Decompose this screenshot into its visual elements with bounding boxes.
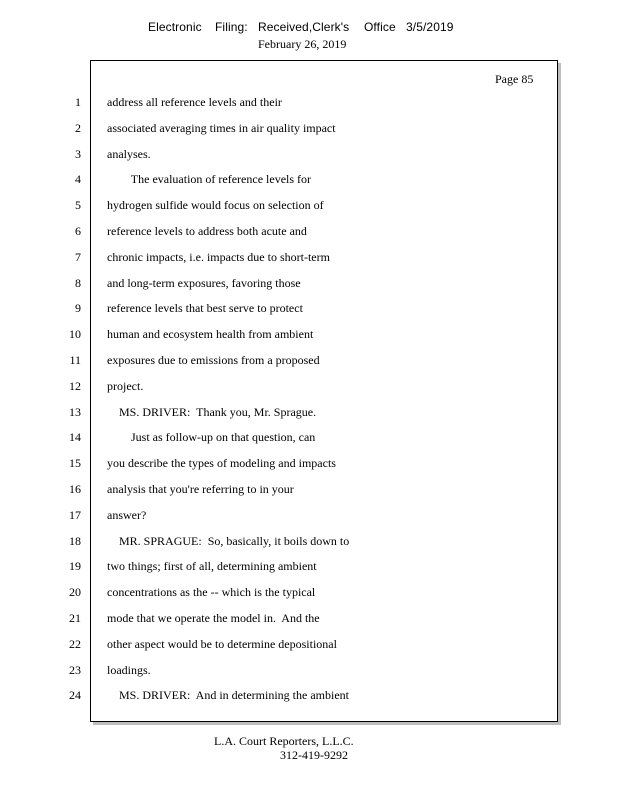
stamp-word-date: 3/5/2019 [406, 20, 454, 34]
line-text: hydrogen sulfide would focus on selection of [107, 198, 324, 212]
line-number: 24 [69, 688, 81, 702]
line-number: 7 [75, 250, 81, 264]
line-number: 23 [69, 663, 81, 677]
line-text: human and ecosystem health from ambient [107, 327, 314, 341]
line-number: 6 [75, 224, 81, 238]
line-text: concentrations as the -- which is the typical [107, 585, 316, 599]
line-text: MS. DRIVER: And in determining the ambient [107, 688, 349, 702]
line-number: 22 [69, 637, 81, 651]
line-number: 9 [75, 301, 81, 315]
line-number: 3 [75, 147, 81, 161]
line-text: loadings. [107, 663, 151, 677]
line-text: two things; first of all, determining ambient [107, 559, 317, 573]
line-text: The evaluation of reference levels for [107, 172, 312, 186]
line-text: address all reference levels and their [107, 95, 282, 109]
line-number: 1 [75, 95, 81, 109]
line-number: 15 [69, 456, 81, 470]
stamp-word-filing: Filing: [215, 20, 248, 34]
filing-date: February 26, 2019 [258, 37, 347, 51]
line-number: 10 [69, 327, 81, 341]
line-text: associated averaging times in air quality impact [107, 121, 336, 135]
line-text: MR. SPRAGUE: So, basically, it boils down to [107, 534, 350, 548]
line-text: other aspect would be to determine depositional [107, 637, 337, 651]
reporter-company: L.A. Court Reporters, L.L.C. [214, 734, 354, 748]
line-text: MS. DRIVER: Thank you, Mr. Sprague. [107, 405, 317, 419]
line-text: reference levels to address both acute and [107, 224, 307, 238]
line-number: 19 [69, 559, 81, 573]
line-number: 8 [75, 276, 81, 290]
line-text: exposures due to emissions from a proposed [107, 353, 320, 367]
line-text: Just as follow-up on that question, can [107, 430, 316, 444]
line-number: 16 [69, 482, 81, 496]
line-number: 14 [69, 430, 81, 444]
reporter-phone: 312-419-9292 [280, 748, 348, 762]
line-text: mode that we operate the model in. And the [107, 611, 320, 625]
line-text: and long-term exposures, favoring those [107, 276, 301, 290]
line-text: analysis that you're referring to in your [107, 482, 294, 496]
line-number: 13 [69, 405, 81, 419]
stamp-word-received: Received,Clerk's [258, 20, 350, 34]
line-number: 20 [69, 585, 81, 599]
line-text: chronic impacts, i.e. impacts due to short-term [107, 250, 330, 264]
line-number: 21 [69, 611, 81, 625]
line-number: 12 [69, 379, 81, 393]
stamp-word-office: Office [364, 20, 396, 34]
line-text: analyses. [107, 147, 151, 161]
line-number: 5 [75, 198, 81, 212]
page-number: Page 85 [495, 72, 534, 86]
line-number: 2 [75, 121, 81, 135]
line-text: you describe the types of modeling and impacts [107, 456, 336, 470]
line-number: 17 [69, 508, 81, 522]
line-number: 4 [75, 172, 81, 186]
line-text: reference levels that best serve to protect [107, 301, 303, 315]
line-text: answer? [107, 508, 147, 522]
line-number: 18 [69, 534, 81, 548]
line-number: 11 [69, 353, 81, 367]
line-text: project. [107, 379, 144, 393]
stamp-word-electronic: Electronic [148, 20, 202, 34]
